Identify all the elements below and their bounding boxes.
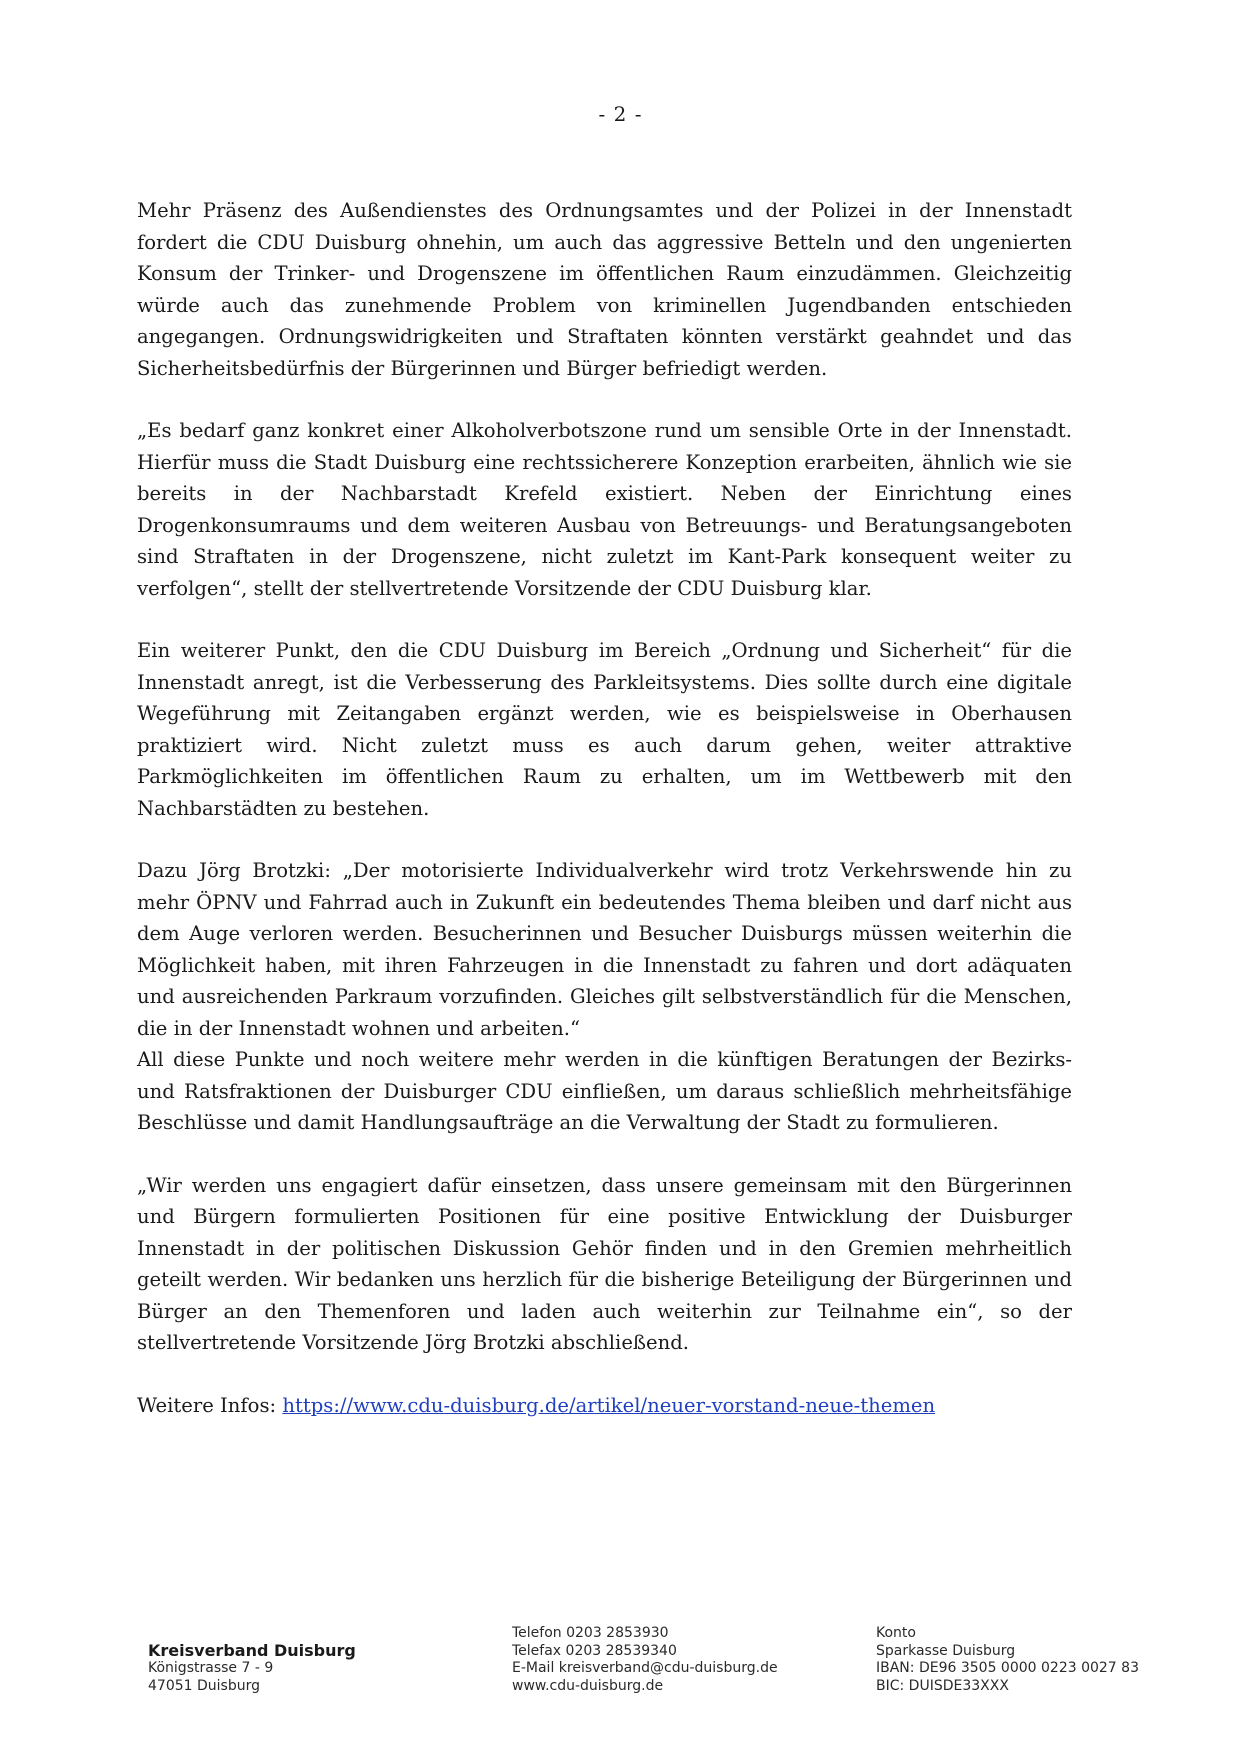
footer-bank [876, 1625, 1139, 1695]
more-info [137, 1390, 1072, 1422]
paragraph: Dazu Jörg Brotzki: „Der motorisierte Individualverkehr wird trotz Verkehrswende hin zu mehr ÖPNV und Fahrrad auch in Zukunft ein bedeutendes Thema bleiben und darf nicht aus dem Auge verloren werden. Besucherinnen und Besucher Duisburgs müssen weiterhin die Möglichkeit haben, mit ihren Fahrzeugen in die Innenstadt zu fahren und dort adäquaten und ausreichenden Parkraum vorzufinden. Gleiches gilt selbstverständlich für die Menschen, die in der Innenstadt wohnen und arbeiten.“ [137, 859, 1072, 1040]
article-link[interactable]: https://www.cdu-duisburg.de/artikel/neuer-vorstand-neue-themen [282, 1393, 936, 1417]
paragraph: All diese Punkte und noch weitere mehr werden in die künftigen Beratungen der Bezirks- und Ratsfraktionen der Duisburger CDU einfließen, um daraus schließlich mehrheitsfähige Beschlüsse und damit Handlungsaufträge an die Verwaltung der Stadt zu formulieren. [137, 1048, 1072, 1134]
more-info-label: Weitere Infos: [137, 1393, 283, 1417]
iban: IBAN: DE96 3505 0000 0223 0027 83 [876, 1660, 1139, 1676]
letterhead-footer [0, 1625, 1241, 1715]
website: www.cdu-duisburg.de [512, 1677, 664, 1694]
paragraph: Mehr Präsenz des Außendienstes des Ordnungsamtes und der Polizei in der Innenstadt fordert die CDU Duisburg ohnehin, um auch das aggressive Betteln und den ungenierten Konsum der Trinker- und Drogenszene im öffentlichen Raum einzudämmen. Gleichzeitig würde auch das zunehmende Problem von kriminellen Jugendbanden entschieden angegangen. Ordnungswidrigkeiten und Straftaten könnten verstärkt geahndet und das Sicherheitsbedürfnis der Bürgerinnen und Bürger befriedigt werden. [137, 199, 1072, 380]
street: Königstrasse 7 - 9 [148, 1660, 274, 1676]
org-name: Kreisverband Duisburg [148, 1641, 356, 1660]
fax: Telefax 0203 28539340 [512, 1642, 677, 1659]
document-body [137, 195, 1072, 1452]
footer-address [148, 1641, 356, 1695]
paragraph: Ein weiterer Punkt, den die CDU Duisburg im Bereich „Ordnung und Sicherheit“ für die Innenstadt anregt, ist die Verbesserung des Parkleitsystems. Dies sollte durch eine digitale Wegeführung mit Zeitangaben ergänzt werden, wie es beispielsweise in Oberhausen praktiziert wird. Nicht zuletzt muss es auch darum gehen, weiter attraktive Parkmöglichkeiten im öffentlichen Raum zu erhalten, um im Wettbewerb mit den Nachbarstädten zu bestehen. [137, 639, 1072, 820]
paragraph: „Wir werden uns engagiert dafür einsetzen, dass unsere gemeinsam mit den Bürgerinnen und Bürgern formulierten Positionen für eine positive Entwicklung der Duisburger Innenstadt in der politischen Diskussion Gehör finden und in den Gremien mehrheitlich geteilt werden. Wir bedanken uns herzlich für die bisherige Beteiligung der Bürgerinnen und Bürger an den Themenforen und laden auch weiterhin zur Teilnahme ein“, so der stellvertretende Vorsitzende Jörg Brotzki abschließend. [137, 1173, 1072, 1354]
phone: Telefon 0203 2853930 [512, 1625, 669, 1641]
email: E-Mail kreisverband@cdu-duisburg.de [512, 1660, 778, 1676]
footer-contact [512, 1625, 778, 1695]
city: 47051 Duisburg [148, 1677, 260, 1694]
bank-name: Sparkasse Duisburg [876, 1642, 1016, 1659]
page-number: - 2 - [598, 102, 643, 126]
account-label: Konto [876, 1625, 916, 1641]
paragraph: „Es bedarf ganz konkret einer Alkoholverbotszone rund um sensible Orte in der Innenstadt. Hierfür muss die Stadt Duisburg eine rechtssicherere Konzeption erarbeiten, ähnlich wie sie bereits in der Nachbarstadt Krefeld existiert. Neben der Einrichtung eines Drogenkonsumraums und dem weiteren Ausbau von Betreuungs- und Beratungsangeboten sind Straftaten in der Drogenszene, nicht zuletzt im Kant-Park konsequent weiter zu verfolgen“, stellt der stellvertretende Vorsitzende der CDU Duisburg klar. [137, 419, 1072, 600]
bic: BIC: DUISDE33XXX [876, 1677, 1009, 1694]
